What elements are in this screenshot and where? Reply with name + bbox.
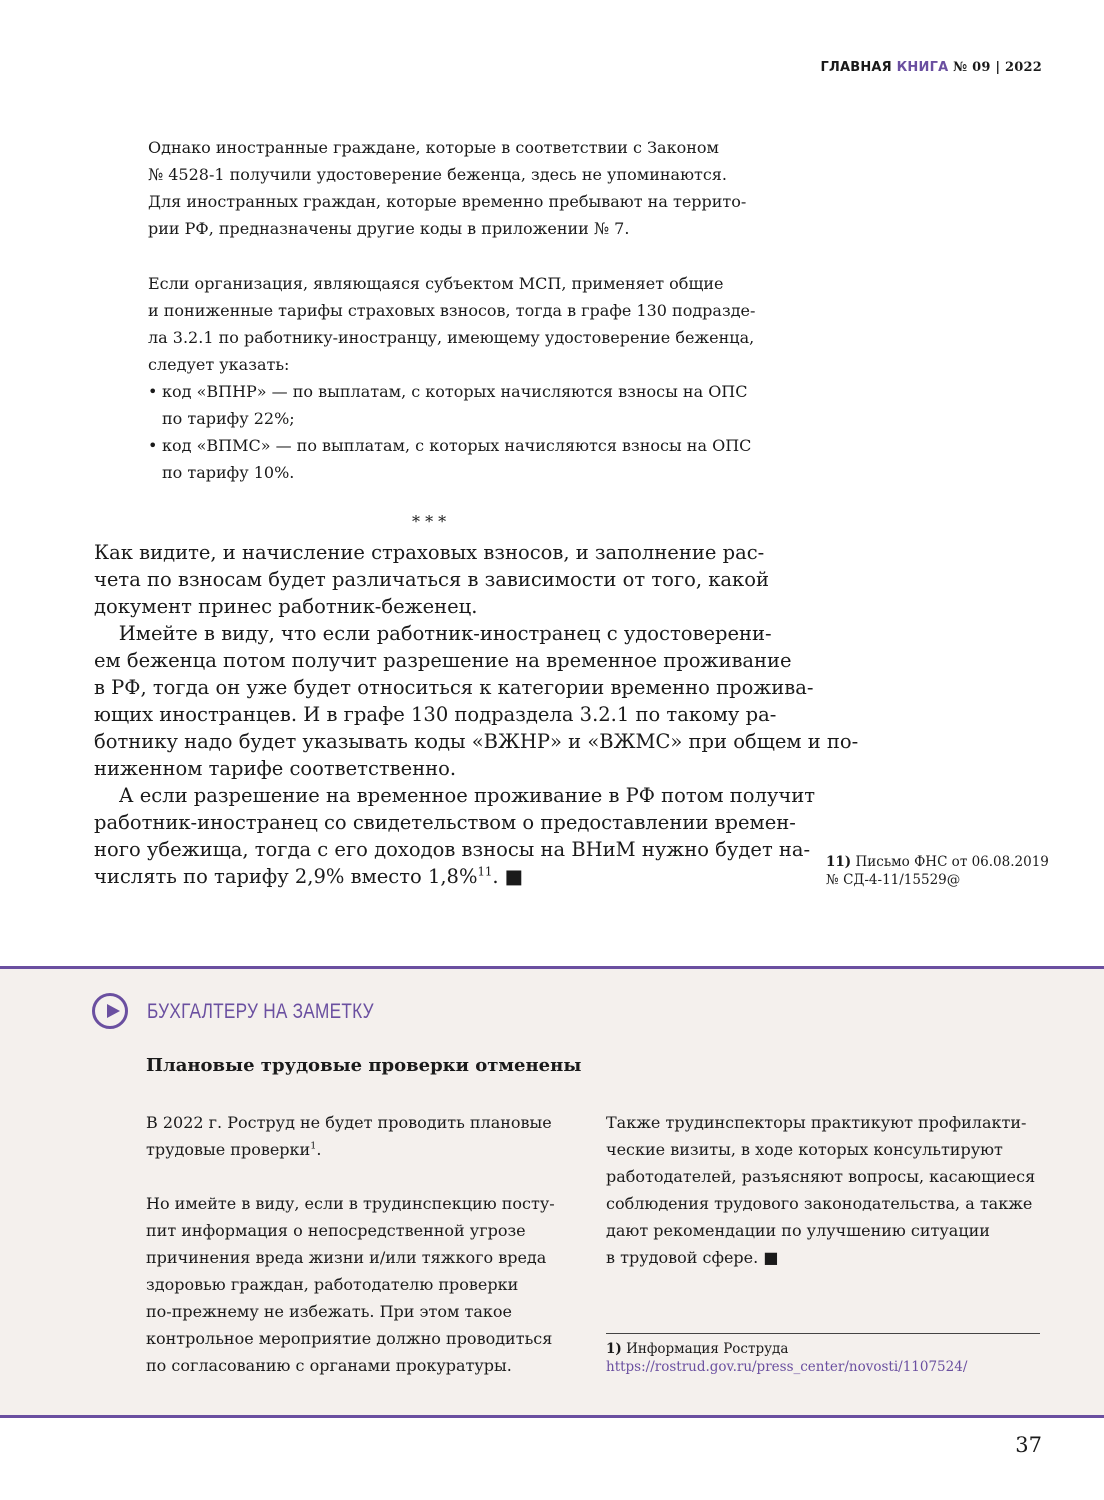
footnote-1	[606, 1340, 967, 1376]
play-icon	[92, 993, 128, 1029]
magazine-header	[820, 60, 1042, 75]
intro-paragraph-2: Если организация, являющаяся субъектом МСП, применяет общие и пониженные тарифы страховых взносов, тогда в графе 130 подразде- ла 3.2.1 по работнику-иностранцу, имеющему удостоверение беженца, следует указать:	[148, 274, 756, 374]
brand-name-accent: КНИГА	[896, 60, 949, 75]
note-left-paragraph-2: Но имейте в виду, если в трудинспекцию посту- пит информация о непосредственной угрозе причинения вреда жизни и/или тяжкого вреда здоровью граждан, работодателю проверки по-прежнему не избежать. При этом такое контрольное мероприятие должно проводиться по согласованию с органами прокуратуры.	[146, 1194, 555, 1375]
issue-number: № 09 | 2022	[953, 60, 1042, 75]
paragraph-end: .	[316, 1140, 322, 1159]
paragraph-end: . ■	[492, 865, 524, 888]
footnote-ref: 11	[477, 864, 493, 879]
footnote-text: Информация Роструда	[626, 1341, 789, 1357]
note-left-paragraph-1	[146, 1109, 552, 1163]
list-item: • код «ВПНР» — по выплатам, с которых начисляются взносы на ОПС по тарифу 22%;	[148, 378, 751, 432]
footnote-number: 11)	[826, 854, 852, 870]
paragraph-text: А если разрешение на временное проживание в РФ потом получит работник-иностранец со свидетельством о предоставлении времен- ного убежища, тогда с его доходов взносы на ВНиМ нужно будет на- числять по тарифу 2,9% вместо 1,8%	[94, 784, 816, 888]
footnote-link[interactable]: https://rostrud.gov.ru/press_center/novosti/1107524/	[606, 1359, 968, 1375]
paragraph-text: В 2022 г. Роструд не будет проводить плановые трудовые проверки	[146, 1113, 552, 1159]
main-paragraph-2: Имейте в виду, что если работник-иностранец с удостоверени- ем беженца потом получит разрешение на временное проживание в РФ, тогда он уже будет относиться к категории временно прожива- ющих иностранцев. И в графе 130 подраздела 3.2.1 по такому ра- ботнику надо будет указывать коды «ВЖНР» и «ВЖМС» при общем и по- ниженном тарифе соответственно.	[94, 622, 859, 780]
brand-name: ГЛАВНАЯ	[820, 60, 892, 75]
main-paragraph-1: Как видите, и начисление страховых взносов, и заполнение рас- чета по взносам будет различаться в зависимости от того, какой документ принес работник-беженец.	[94, 541, 769, 618]
page-number: 37	[1015, 1433, 1042, 1457]
footnote-number: 1)	[606, 1341, 622, 1357]
code-list	[148, 378, 751, 486]
footnote-11	[826, 853, 1049, 889]
intro-paragraph-1: Однако иностранные граждане, которые в соответствии с Законом № 4528-1 получили удостоверение беженца, здесь не упоминаются. Для иностранных граждан, которые временно пребывают на террито- рии РФ, предназначены другие коды в приложении № 7.	[148, 138, 747, 238]
list-item: • код «ВПМС» — по выплатам, с которых начисляются взносы на ОПС по тарифу 10%.	[148, 432, 751, 486]
note-title: БУХГАЛТЕРУ НА ЗАМЕТКУ	[147, 1000, 374, 1023]
footnote-divider	[606, 1333, 1040, 1334]
footnote-ref: 1	[310, 1140, 317, 1152]
section-separator: * * *	[412, 512, 447, 531]
main-paragraph-3	[94, 782, 815, 890]
note-heading: Плановые трудовые проверки отменены	[146, 1055, 582, 1076]
note-right-paragraph: Также трудинспекторы практикуют профилакти- ческие визиты, в ходе которых консультируют работодателей, разъясняют вопросы, касающиеся соблюдения трудового законодательства, а также дают рекомендации по улучшению ситуации в трудовой сфере. ■	[606, 1113, 1036, 1267]
footnote-text: Письмо ФНС от 06.08.2019 № СД-4-11/15529@	[826, 854, 1049, 888]
